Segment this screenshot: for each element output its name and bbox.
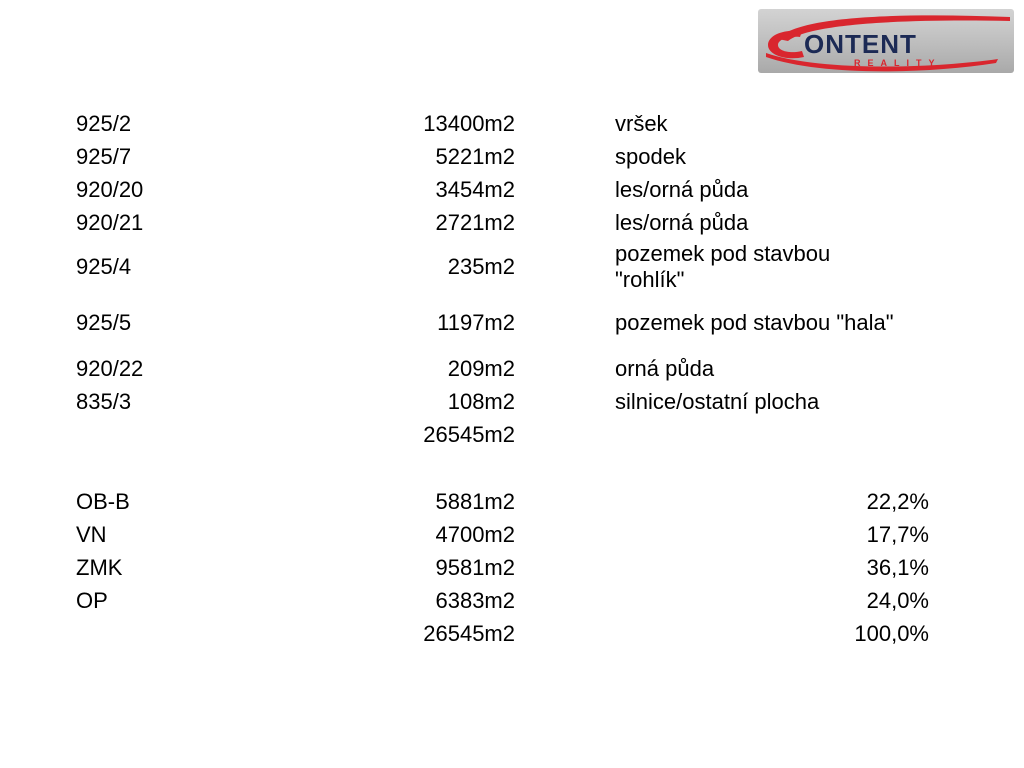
parcel-row [0, 385, 1024, 418]
zone-area: 4700m2 [435, 521, 515, 547]
parcels-total-area: 26545m2 [423, 421, 515, 447]
parcel-use: pozemek pod stavbou "rohlík" [615, 241, 831, 292]
parcel-use: les/orná půda [615, 209, 749, 235]
zone-code: ZMK [76, 554, 123, 580]
parcel-id: 925/5 [76, 310, 132, 335]
zone-code: VN [76, 521, 107, 547]
zones-total-row [0, 617, 1024, 650]
parcel-area: 209m2 [447, 355, 515, 381]
zone-area: 6383m2 [435, 587, 515, 613]
parcel-area: 3454m2 [435, 176, 515, 202]
zone-area: 9581m2 [435, 554, 515, 580]
zone-code: OP [76, 587, 108, 613]
content-reality-logo [758, 9, 1014, 73]
parcel-id: 925/7 [76, 143, 132, 169]
logo-brand-text: ONTENT [804, 29, 917, 59]
parcel-use: spodek [615, 143, 686, 169]
parcel-row [0, 107, 1024, 140]
parcel-id: 920/21 [76, 209, 144, 235]
zone-row [0, 485, 1024, 518]
parcel-use: les/orná půda [615, 176, 749, 202]
logo-sub-text: REALITY [854, 58, 942, 68]
parcel-area: 1197m2 [437, 310, 515, 335]
logo-c-letter [768, 31, 804, 59]
zones-total-area: 26545m2 [423, 620, 515, 646]
zone-area: 5881m2 [435, 488, 515, 514]
parcels-total-row [0, 418, 1024, 451]
parcel-area: 13400m2 [423, 110, 515, 136]
parcel-row [0, 140, 1024, 173]
parcel-area: 235m2 [447, 254, 515, 279]
parcel-id: 835/3 [76, 388, 132, 414]
parcel-id: 920/20 [76, 176, 144, 202]
parcel-id: 925/4 [76, 254, 132, 279]
parcel-use: pozemek pod stavbou "hala" [615, 310, 894, 335]
zone-row [0, 551, 1024, 584]
parcel-id: 925/2 [76, 110, 132, 136]
parcel-row [0, 241, 1024, 292]
parcel-id: 920/22 [76, 355, 144, 381]
zone-row [0, 584, 1024, 617]
zone-share: 22,2% [866, 488, 929, 514]
parcel-use: vršek [615, 110, 668, 136]
zone-code: OB-B [76, 488, 130, 514]
zone-share: 17,7% [866, 521, 929, 547]
zones-total-share: 100,0% [854, 620, 929, 646]
parcel-row [0, 206, 1024, 239]
parcel-row [0, 352, 1024, 385]
parcel-use: silnice/ostatní plocha [615, 388, 820, 414]
zone-share: 24,0% [866, 587, 929, 613]
zone-share: 36,1% [866, 554, 929, 580]
parcel-area: 2721m2 [435, 209, 515, 235]
parcel-row [0, 300, 1024, 346]
logo-graphic [758, 9, 1014, 73]
parcel-area: 5221m2 [435, 143, 515, 169]
parcel-use: orná půda [615, 355, 715, 381]
parcel-row [0, 173, 1024, 206]
parcel-area: 108m2 [447, 388, 515, 414]
zone-row [0, 518, 1024, 551]
